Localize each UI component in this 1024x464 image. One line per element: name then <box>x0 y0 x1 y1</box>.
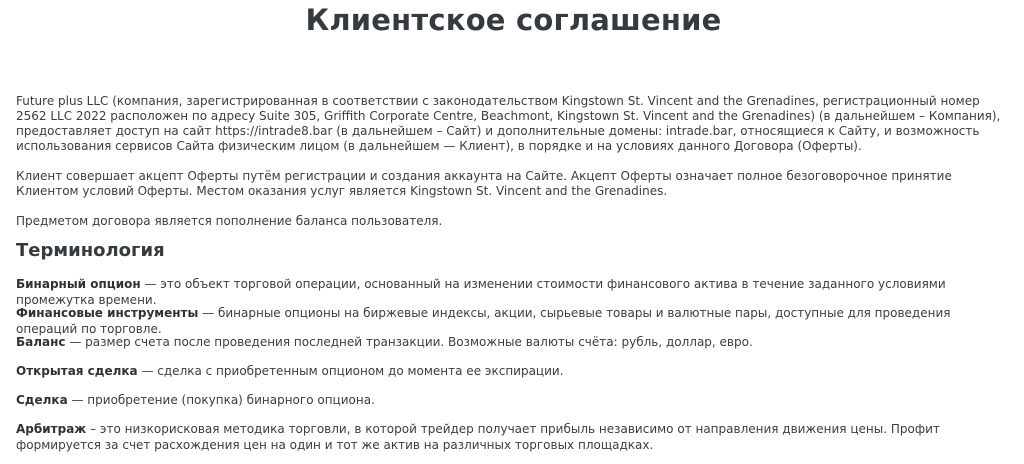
intro-section <box>16 94 1011 244</box>
term-definition: — сделка с приобретенным опционом до момента ее экспирации. <box>137 364 564 378</box>
term-definition: – это низкорисковая методика торговли, в которой трейдер получает прибыль независимо от направления движения цены. Профит формируется за счет расхождения цен на один и тот же актив на различных торговых площадках. <box>16 422 940 452</box>
term-open-deal <box>16 363 1011 379</box>
term-name: Баланс <box>16 335 66 349</box>
term-definition: — это объект торговой операции, основанный на изменении стоимости финансового актива в течение заданного условиями промежутка времени. <box>16 277 946 307</box>
intro-paragraph-acceptance: Клиент совершает акцепт Оферты путём регистрации и создания аккаунта на Сайте. Акцепт Оферты означает полное безоговорочное принятие Клиентом условий Оферты. Местом оказания услуг является Kingstown St. Vincent and the Grenadines. <box>16 169 952 198</box>
term-balance <box>16 334 1011 350</box>
term-name: Сделка <box>16 393 68 407</box>
term-definition: — приобретение (покупка) бинарного опциона. <box>67 393 375 407</box>
term-definition: — размер счета после проведения последней транзакции. Возможные валюты счёта: рубль, доллар, евро. <box>65 335 753 349</box>
intro-paragraph-subject: Предметом договора является пополнение баланса пользователя. <box>16 214 443 228</box>
page-title: Клиентское соглашение <box>305 3 722 37</box>
term-binary-option <box>16 276 1011 308</box>
term-name: Финансовые инструменты <box>16 306 199 320</box>
terminology-heading: Терминология <box>16 240 165 261</box>
term-name: Бинарный опцион <box>16 277 141 291</box>
term-name: Арбитраж <box>16 422 87 436</box>
term-deal <box>16 392 1011 408</box>
term-definition: — бинарные опционы на биржевые индексы, акции, сырьевые товары и валютные пары, доступные для проведения операций по торговле. <box>16 306 951 336</box>
term-financial-instruments <box>16 305 1011 337</box>
term-name: Открытая сделка <box>16 364 138 378</box>
intro-paragraph-company: Future plus LLC (компания, зарегистрированная в соответствии с законодательством Kingstown St. Vincent and the Grenadines, регистрационный номер 2562 LLC 2022 расположен по адресу Suite 305, Griffith Corporate Centre, Beachmont, Kingstown St. Vincent and the Grenadines) (в дальнейшем – Компания), предоставляет доступ на сайт https://intrade8.bar (в дальнейшем – Сайт) и дополнительные домены: intrade.bar, относящиеся к Сайту, и возможность использования сервисов Сайта физическим лицом (в дальнейшем — Клиент), в порядке и на условиях данного Договора (Оферты). <box>16 94 1001 153</box>
term-arbitrage <box>16 421 1011 453</box>
